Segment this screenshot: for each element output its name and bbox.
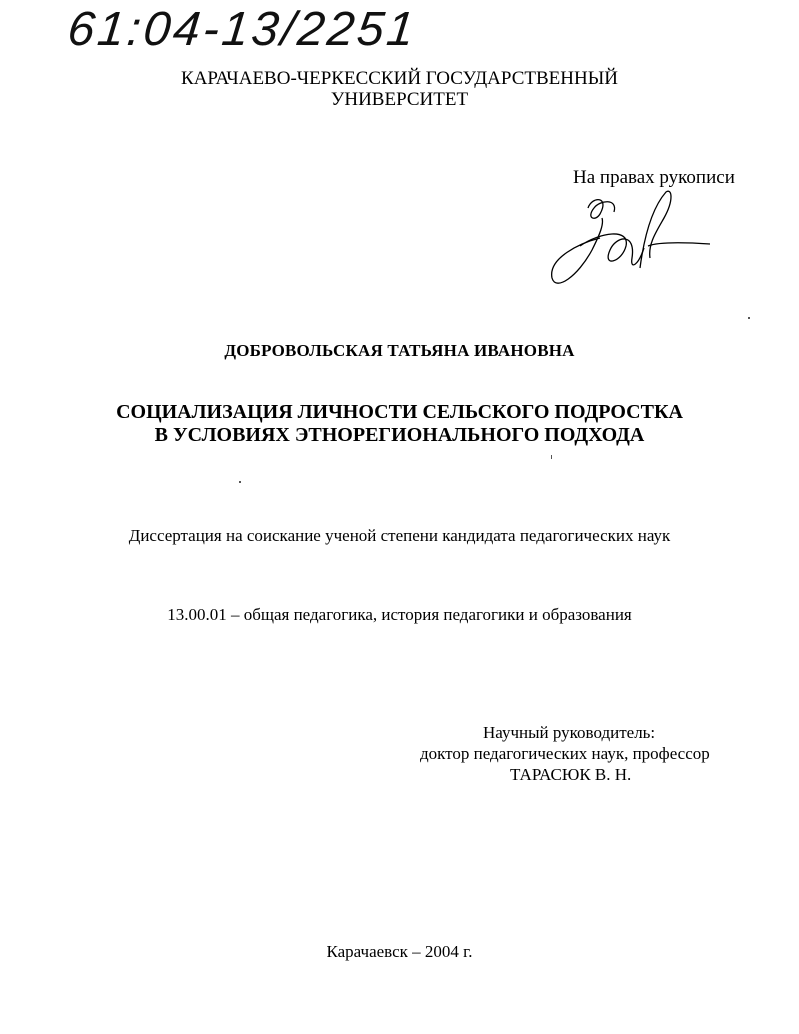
title-line-1: СОЦИАЛИЗАЦИЯ ЛИЧНОСТИ СЕЛЬСКОГО ПОДРОСТКА: [116, 401, 683, 423]
scan-speck: [239, 481, 241, 483]
city-year: Карачаевск – 2004 г.: [326, 942, 473, 961]
signature-icon: [540, 188, 720, 293]
archive-stamp-handwritten: 61:04-13/2251: [65, 3, 420, 56]
specialty-code: 13.00.01 – общая педагогика, история педагогики и образования: [167, 605, 632, 624]
manuscript-rights-note: На правах рукописи: [573, 167, 735, 188]
university-line-1: КАРАЧАЕВО-ЧЕРКЕССКИЙ ГОСУДАРСТВЕННЫЙ: [181, 68, 618, 89]
supervisor-degree: доктор педагогических наук, профессор: [420, 744, 710, 763]
university-header: [0, 68, 799, 110]
supervisor-name: ТАРАСЮК В. Н.: [510, 765, 632, 784]
dissertation-type: Диссертация на соискание ученой степени кандидата педагогических наук: [128, 526, 671, 545]
scan-speck: [748, 317, 750, 319]
university-line-2: УНИВЕРСИТЕТ: [330, 89, 469, 110]
author-name: ДОБРОВОЛЬСКАЯ ТАТЬЯНА ИВАНОВНА: [224, 341, 575, 360]
supervisor-block: [420, 722, 740, 785]
supervisor-label: Научный руководитель:: [483, 723, 656, 742]
title-line-2: В УСЛОВИЯХ ЭТНОРЕГИОНАЛЬНОГО ПОДХОДА: [154, 424, 645, 446]
scan-speck: [551, 455, 552, 459]
dissertation-title: [0, 401, 799, 447]
